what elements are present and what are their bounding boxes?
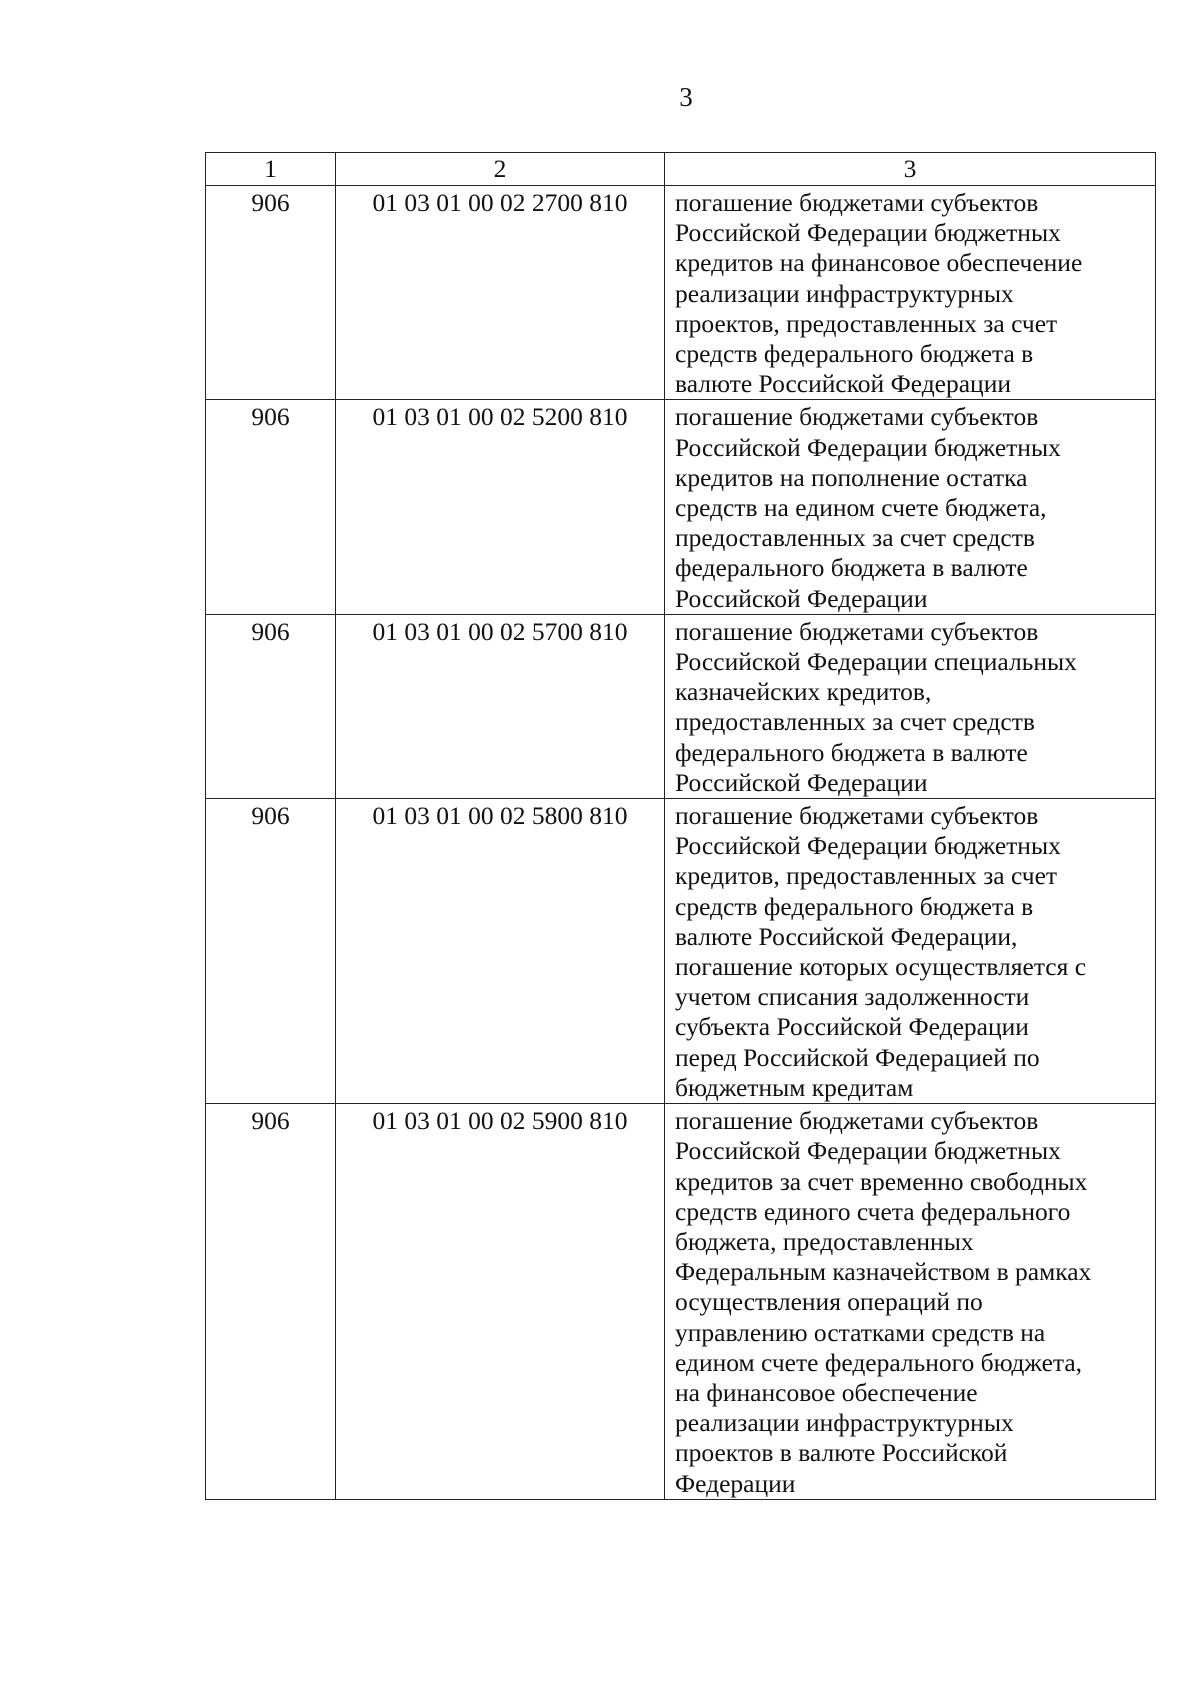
description-line: осуществления операций по: [675, 1287, 983, 1317]
header-col-1: 1: [206, 153, 336, 186]
description-cell: [665, 400, 1156, 614]
description-line: федерального бюджета в валюте: [675, 737, 1028, 767]
admin-code-cell: 906: [206, 614, 336, 798]
description-cell: [665, 186, 1156, 400]
description-cell: [665, 799, 1156, 1104]
description-line: реализации инфраструктурных: [675, 1408, 1014, 1438]
description-line: средств единого счета федерального: [675, 1196, 1071, 1226]
table-header: [206, 153, 1156, 186]
description-line: на финансовое обеспечение: [675, 1377, 978, 1407]
description-line: валюте Российской Федерации,: [675, 921, 1018, 951]
description-line: предоставленных за счет средств: [675, 707, 1035, 737]
budget-code-cell: 01 03 01 00 02 5700 810: [336, 614, 665, 798]
page-number: 3: [679, 82, 693, 112]
description-line: средств федерального бюджета в: [675, 339, 1034, 369]
header-col-2: 2: [336, 153, 665, 186]
description-line: бюджета, предоставленных: [675, 1226, 974, 1256]
description-line: Федерации: [675, 1468, 796, 1498]
description-line: перед Российской Федерацией по: [675, 1042, 1040, 1072]
description-line: Российской Федерации: [675, 767, 928, 797]
budget-code-cell: 01 03 01 00 02 5900 810: [336, 1104, 665, 1500]
header-col-3: 3: [665, 153, 1156, 186]
description-line: Российской Федерации специальных: [675, 647, 1077, 677]
description-line: погашение бюджетами субъектов: [675, 616, 1039, 646]
description-line: Российской Федерации бюджетных: [675, 831, 1061, 861]
description-line: Российской Федерации бюджетных: [675, 1136, 1061, 1166]
description-line: погашение бюджетами субъектов: [675, 402, 1039, 432]
description-line: кредитов на финансовое обеспечение: [675, 248, 1083, 278]
description-line: кредитов на пополнение остатка: [675, 462, 1028, 492]
admin-code-cell: 906: [206, 799, 336, 1104]
table-row: [206, 186, 1156, 400]
description-line: погашение бюджетами субъектов: [675, 1106, 1039, 1136]
description-line: кредитов за счет временно свободных: [675, 1166, 1088, 1196]
description-line: реализации инфраструктурных: [675, 278, 1014, 308]
table-row: [206, 614, 1156, 798]
description-cell: [665, 1104, 1156, 1500]
admin-code-cell: 906: [206, 400, 336, 614]
budget-code-cell: 01 03 01 00 02 5800 810: [336, 799, 665, 1104]
description-line: бюджетным кредитам: [675, 1072, 914, 1102]
description-line: казначейских кредитов,: [675, 677, 932, 707]
description-line: средств федерального бюджета в: [675, 891, 1034, 921]
description-line: Российской Федерации бюджетных: [675, 218, 1061, 248]
description-line: Федеральным казначейством в рамках: [675, 1257, 1092, 1287]
description-line: учетом списания задолженности: [675, 982, 1030, 1012]
description-line: валюте Российской Федерации: [675, 369, 1011, 399]
budget-code-table: [205, 152, 1156, 1500]
budget-code-cell: 01 03 01 00 02 2700 810: [336, 186, 665, 400]
table-row: [206, 400, 1156, 614]
admin-code-cell: 906: [206, 186, 336, 400]
description-line: погашение бюджетами субъектов: [675, 188, 1039, 217]
description-cell: [665, 614, 1156, 798]
description-line: проектов в валюте Российской: [675, 1438, 1008, 1468]
description-line: Российской Федерации: [675, 583, 928, 613]
description-line: кредитов, предоставленных за счет: [675, 861, 1058, 891]
description-line: погашение которых осуществляется с: [675, 952, 1087, 982]
description-line: Российской Федерации бюджетных: [675, 432, 1061, 462]
table-row: [206, 799, 1156, 1104]
budget-code-cell: 01 03 01 00 02 5200 810: [336, 400, 665, 614]
description-line: управлению остатками средств на: [675, 1317, 1046, 1347]
description-line: субъекта Российской Федерации: [675, 1012, 1029, 1042]
description-line: федерального бюджета в валюте: [675, 553, 1028, 583]
description-line: проектов, предоставленных за счет: [675, 308, 1058, 338]
description-line: едином счете федерального бюджета,: [675, 1347, 1083, 1377]
description-line: средств на едином счете бюджета,: [675, 493, 1047, 523]
header-row: [206, 153, 1156, 186]
table-body: [206, 186, 1156, 1500]
description-line: погашение бюджетами субъектов: [675, 801, 1039, 831]
description-line: предоставленных за счет средств: [675, 523, 1035, 553]
admin-code-cell: 906: [206, 1104, 336, 1500]
table-row: [206, 1104, 1156, 1500]
